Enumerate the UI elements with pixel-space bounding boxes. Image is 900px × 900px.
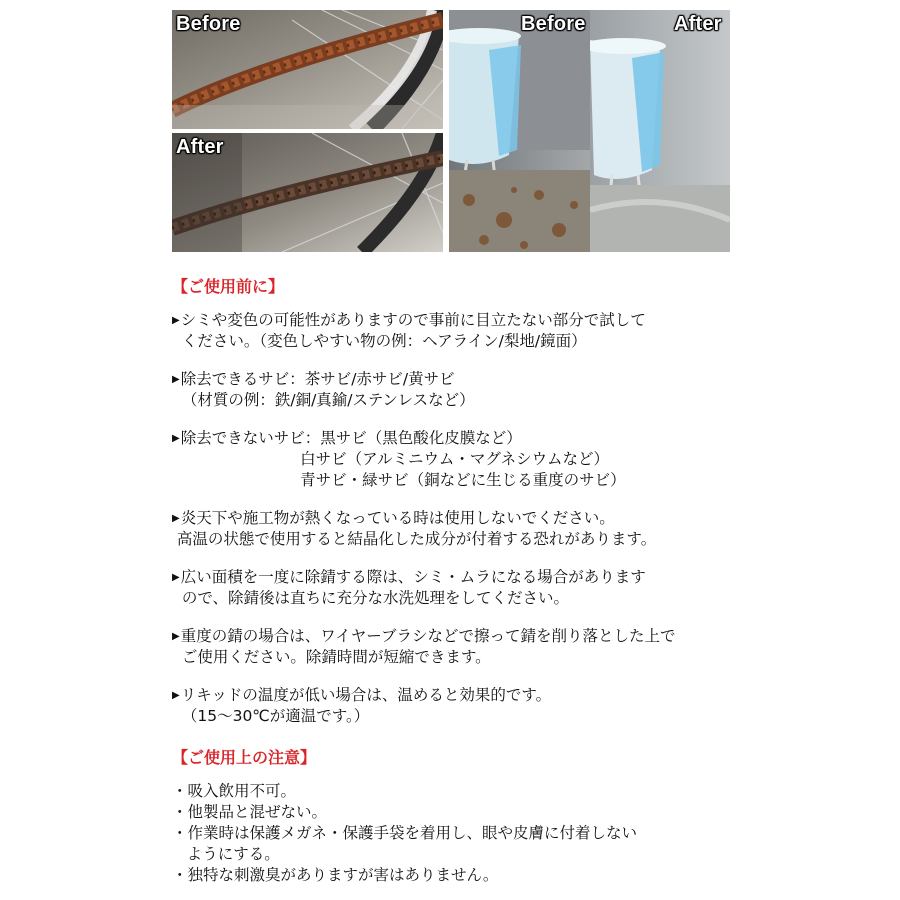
section-title-precautions: 【ご使用上の注意】 bbox=[172, 748, 317, 767]
section-title-before-use: 【ご使用前に】 bbox=[172, 277, 285, 296]
precaution-item: ・他製品と混ぜない。 bbox=[172, 803, 328, 821]
precaution-item: ようにする。 bbox=[172, 845, 280, 863]
after-label: After bbox=[176, 136, 224, 158]
arrow-icon: ▶ bbox=[172, 315, 180, 326]
note-item: ▶除去できないサビ：黒サビ（黒色酸化皮膜など） 白サビ（アルミニウム・マグネシウムなど） 青サビ・緑サビ（銅などに生じる重度のサビ） bbox=[172, 429, 626, 489]
after-label: After bbox=[674, 13, 722, 35]
arrow-icon: ▶ bbox=[172, 433, 180, 444]
arrow-icon: ▶ bbox=[172, 690, 180, 701]
note-item: ▶重度の錆の場合は、ワイヤーブラシなどで擦って錆を削り落とした上で ご使用ください。除錆時間が短縮できます。 bbox=[172, 627, 676, 666]
usage-notes bbox=[172, 276, 742, 886]
arrow-icon: ▶ bbox=[172, 572, 180, 583]
before-label: Before bbox=[176, 13, 241, 35]
cup-after-photo bbox=[590, 10, 730, 252]
precaution-item: ・吸入飲用不可。 bbox=[172, 782, 297, 800]
arrow-icon: ▶ bbox=[172, 374, 180, 385]
arrow-icon: ▶ bbox=[172, 513, 180, 524]
note-item: ▶炎天下や施工物が熱くなっている時は使用しないでください。 高温の状態で使用すると結晶化した成分が付着する恐れがあります。 bbox=[172, 509, 657, 548]
bike-chain-after-photo bbox=[172, 133, 443, 252]
note-item: ▶シミや変色の可能性がありますので事前に目立たない部分で試して ください。（変色しやすい物の例：ヘアライン/梨地/鏡面） bbox=[172, 311, 646, 350]
note-item: ▶広い面積を一度に除錆する際は、シミ・ムラになる場合があります ので、除錆後は直ちに充分な水洗処理をしてください。 bbox=[172, 568, 646, 607]
note-item: ▶リキッドの温度が低い場合は、温めると効果的です。 （15～30℃が適温です。） bbox=[172, 686, 552, 725]
note-item: ▶除去できるサビ：茶サビ/赤サビ/黄サビ （材質の例：鉄/銅/真鍮/ステンレスなど） bbox=[172, 370, 475, 409]
cup-before-photo bbox=[449, 10, 590, 252]
before-label: Before bbox=[521, 13, 586, 35]
arrow-icon: ▶ bbox=[172, 631, 180, 642]
bike-chain-before-photo bbox=[172, 10, 443, 129]
precaution-item: ・独特な刺激臭がありますが害はありません。 bbox=[172, 866, 499, 884]
precaution-item: ・作業時は保護メガネ・保護手袋を着用し、眼や皮膚に付着しない bbox=[172, 824, 638, 842]
